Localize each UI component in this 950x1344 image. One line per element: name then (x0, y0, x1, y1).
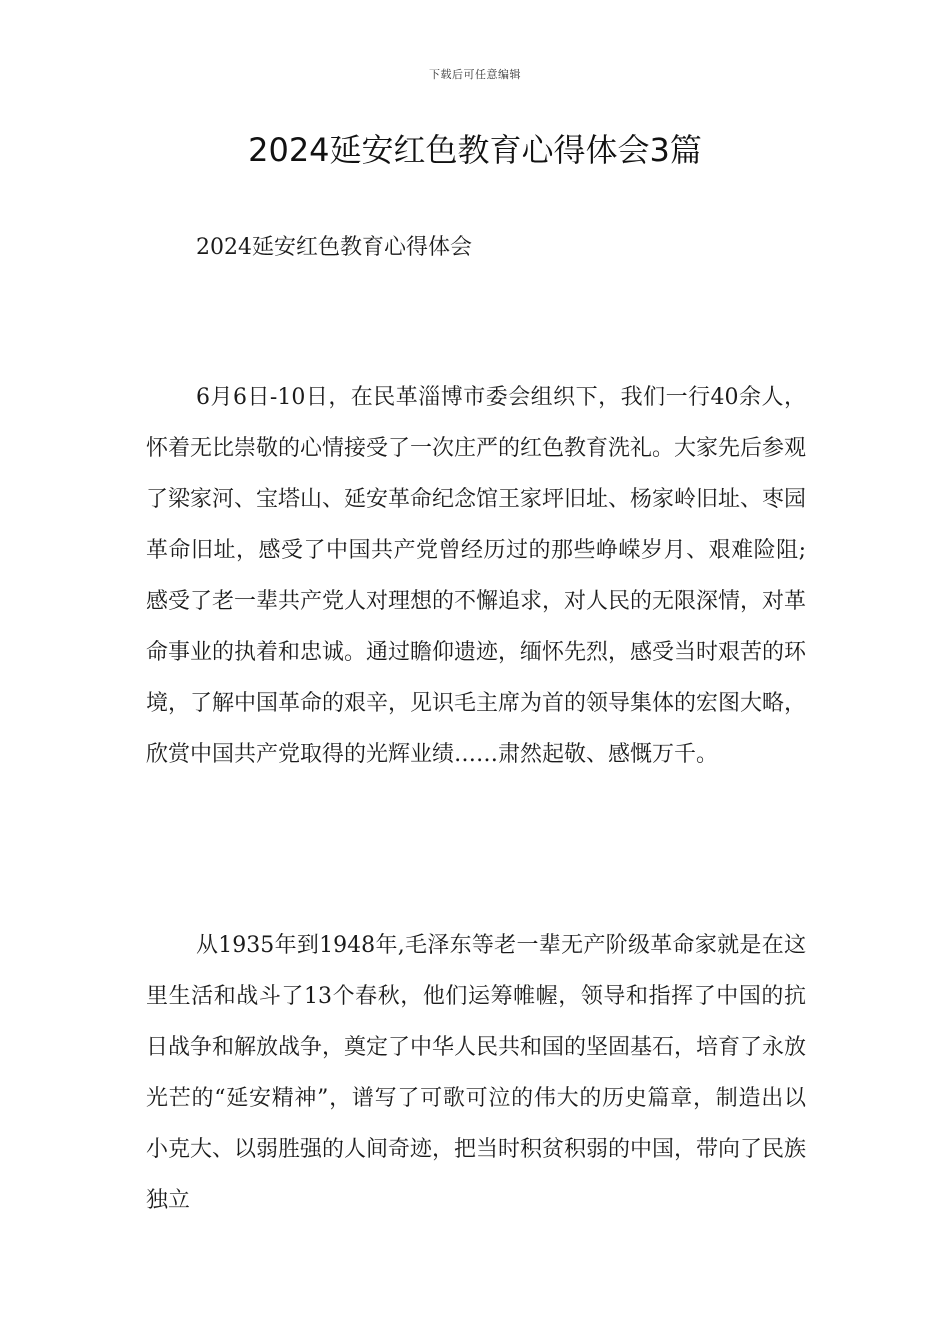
document-title: 2024延安红色教育心得体会3篇 (248, 131, 702, 169)
body-paragraph-1: 6月6日-10日，在民革淄博市委会组织下，我们一行40余人，怀着无比崇敬的心情接受了一次庄严的红色教育洗礼。大家先后参观了梁家河、宝塔山、延安革命纪念馆王家坪旧址、杨家岭旧址、枣园革命旧址，感受了中国共产党曾经历过的那些峥嵘岁月、艰难险阻;感受了老一辈共产党人对理想的不懈追求，对人民的无限深情，对革命事业的执着和忠诚。通过瞻仰遗迹，缅怀先烈，感受当时艰苦的环境，了解中国革命的艰辛，见识毛主席为首的领导集体的宏图大略，欣赏中国共产党取得的光辉业绩……肃然起敬、感慨万千。 (146, 385, 807, 767)
document-subtitle: 2024延安红色教育心得体会 (196, 235, 472, 260)
body-paragraph-2: 从1935年到1948年,毛泽东等老一辈无产阶级革命家就是在这里生活和战斗了13个春秋，他们运筹帷幄，领导和指挥了中国的抗日战争和解放战争，奠定了中华人民共和国的坚固基石，培育了永放光芒的“延安精神”，谱写了可歌可泣的伟大的历史篇章，制造出以小克大、以弱胜强的人间奇迹，把当时积贫积弱的中国，带向了民族独立 (146, 933, 807, 1213)
header-note: 下载后可任意编辑 (429, 68, 521, 81)
